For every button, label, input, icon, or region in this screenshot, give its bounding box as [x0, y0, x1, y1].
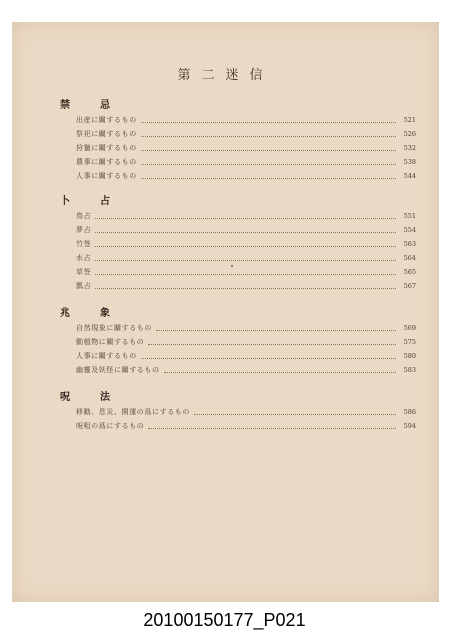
entry-page: 565 [403, 268, 416, 276]
toc-entry [76, 156, 416, 168]
entry-label: 自然現象に關するもの [76, 324, 152, 332]
entry-page: 532 [403, 144, 416, 152]
dot-leader [141, 178, 396, 179]
entry-page: 564 [403, 254, 416, 262]
dot-leader [148, 344, 396, 345]
entry-page: 538 [403, 158, 416, 166]
toc-entry [76, 238, 416, 250]
dot-leader [141, 136, 396, 137]
entry-page: 580 [403, 352, 416, 360]
entry-page: 575 [403, 338, 416, 346]
toc-entry [76, 364, 416, 376]
entry-page: 551 [403, 212, 416, 220]
document-page [12, 22, 439, 602]
section-heading: 禁忌 [60, 100, 140, 111]
entry-label: 出産に關するもの [76, 116, 137, 124]
entry-label: 狩獵に關するもの [76, 144, 137, 152]
toc-entry [76, 322, 416, 334]
toc-entry [76, 336, 416, 348]
dot-leader [164, 372, 396, 373]
dot-leader [141, 150, 396, 151]
dot-leader [95, 274, 396, 275]
dot-leader [141, 122, 396, 123]
entry-label: 祭祀に關するもの [76, 130, 137, 138]
entry-label: 幽靈及妖怪に關するもの [76, 366, 160, 374]
entry-page: 586 [403, 408, 416, 416]
page-title: 第二迷信 [177, 68, 274, 83]
dot-leader [95, 246, 396, 247]
section-heading: 卜占 [60, 196, 140, 207]
toc-entry [76, 170, 416, 182]
entry-page: 563 [403, 240, 416, 248]
section-heading: 兆象 [60, 308, 140, 319]
section-heading: 呪法 [60, 392, 140, 403]
dot-leader [95, 232, 396, 233]
dot-leader [141, 358, 396, 359]
image-caption: 20100150177_P021 [143, 610, 306, 630]
entry-page: 594 [403, 422, 416, 430]
entry-page: 569 [403, 324, 416, 332]
entry-label: 農事に關するもの [76, 158, 137, 166]
toc-entry [76, 252, 416, 264]
entry-label: 人事に關するもの [76, 352, 137, 360]
dot-leader [148, 428, 396, 429]
dot-leader [95, 218, 396, 219]
toc-entry [76, 128, 416, 140]
entry-label: 草签 [76, 268, 92, 276]
entry-page: 583 [403, 366, 416, 374]
entry-label: 竹签 [76, 240, 92, 248]
entry-label: 鳥占 [76, 212, 92, 220]
entry-page: 521 [403, 116, 416, 124]
toc-entry [76, 142, 416, 154]
dot-leader [95, 288, 396, 289]
toc-entry [76, 266, 416, 278]
entry-label: 呪咀の爲にするもの [76, 422, 145, 430]
toc-entry [76, 350, 416, 362]
dot-leader [194, 414, 396, 415]
toc-entry [76, 210, 416, 222]
dot-leader [141, 164, 396, 165]
entry-page: 554 [403, 226, 416, 234]
dot-leader [156, 330, 396, 331]
entry-page: 526 [403, 130, 416, 138]
entry-label: 夢占 [76, 226, 92, 234]
entry-page: 544 [403, 172, 416, 180]
entry-label: 水占 [76, 254, 92, 262]
entry-label: 移動、息災、開運の爲にするもの [76, 408, 190, 416]
toc-entry [76, 114, 416, 126]
entry-page: 567 [403, 282, 416, 290]
toc-entry [76, 280, 416, 292]
toc-entry [76, 420, 416, 432]
toc-entry [76, 224, 416, 236]
entry-label: 動植物に關するもの [76, 338, 145, 346]
entry-label: 瓢占 [76, 282, 92, 290]
dot-leader [95, 260, 396, 261]
entry-label: 人事に關するもの [76, 172, 137, 180]
toc-entry [76, 406, 416, 418]
